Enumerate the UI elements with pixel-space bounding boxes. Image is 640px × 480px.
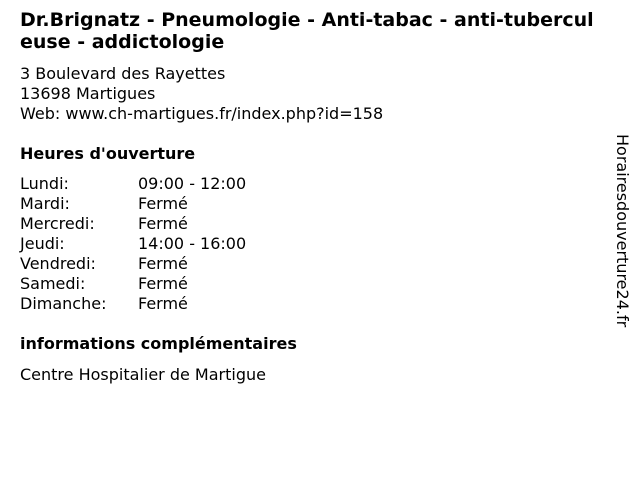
hours-row-monday: [20, 174, 246, 194]
website-link[interactable]: Web: www.ch-martigues.fr/index.php?id=158: [20, 104, 384, 123]
street-address: 3 Boulevard des Rayettes: [20, 64, 226, 83]
site-watermark: Horairesdouverture24.fr: [613, 134, 632, 328]
hours-heading: Heures d'ouverture: [20, 144, 196, 163]
hours-row-thursday: [20, 234, 246, 254]
hours-row-friday: [20, 254, 246, 274]
opening-hours-table: [20, 174, 246, 314]
hours-row-tuesday: [20, 194, 246, 214]
day-label: Vendredi:: [20, 254, 96, 273]
day-label: Lundi:: [20, 174, 69, 193]
day-hours: 14:00 - 16:00: [138, 234, 247, 253]
info-text: Centre Hospitalier de Martigue: [20, 365, 266, 384]
city-postcode: 13698 Martigues: [20, 84, 156, 103]
day-label: Samedi:: [20, 274, 86, 293]
day-hours: Fermé: [138, 254, 188, 273]
day-label: Mercredi:: [20, 214, 95, 233]
day-hours: Fermé: [138, 214, 188, 233]
day-label: Jeudi:: [20, 234, 65, 253]
info-heading: informations complémentaires: [20, 334, 297, 353]
day-hours: 09:00 - 12:00: [138, 174, 247, 193]
hours-row-saturday: [20, 274, 246, 294]
day-hours: Fermé: [138, 294, 188, 313]
day-hours: Fermé: [138, 274, 188, 293]
address-block: [20, 64, 383, 124]
hours-row-wednesday: [20, 214, 246, 234]
day-label: Dimanche:: [20, 294, 107, 313]
page-title: Dr.Brignatz - Pneumologie - Anti-tabac - anti-tuberculeuse - addictologie: [20, 9, 594, 53]
day-label: Mardi:: [20, 194, 70, 213]
day-hours: Fermé: [138, 194, 188, 213]
hours-row-sunday: [20, 294, 246, 314]
